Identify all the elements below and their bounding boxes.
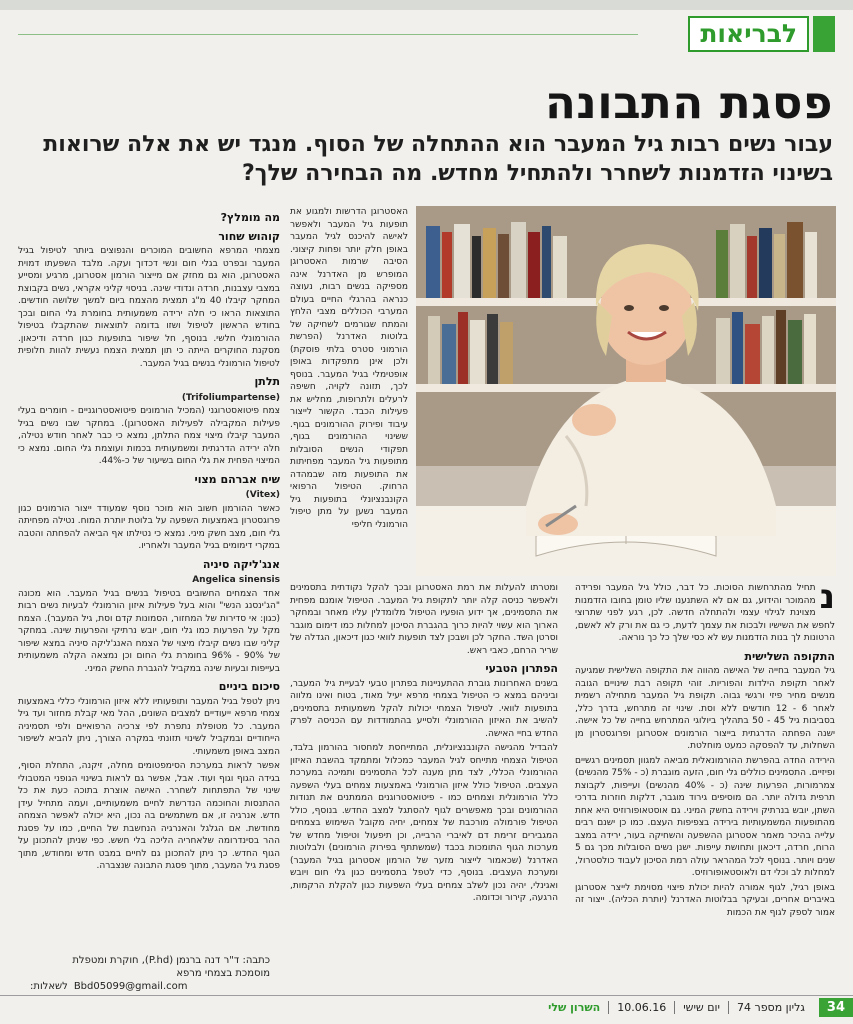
paragraph: גיל המעבר בחייה של האישה מהווה את התקופה השלישית שמגיעה לאחר תקופת הילדות והפוריות. זוהי תקופה רבת שינויים הגובה מנשים מחיר פיזי ורגשי גבוה. תקופת גיל המעבר מתחילה רשמית לאחר 6 - 12 חודשים ללא וסת. שינוי זה מתרחש, בדרך כלל, בסביבות גיל 45 - 50 בתהליך ביולוגי המתרחש בחייה של כל אישה. ישנה הפחתה הדרגתית בייצור הורמונים אסטרוגן ופרוגסטרון מן השחלות, עד להפסקה כמעט מוחלטת. <box>575 666 835 751</box>
paragraph: ומטרתו להעלות את רמת האסטרוגן ובכך להקל נקודתית בתסמינים ולאפשר כניסה קלה יותר לתקופת גיל המעבר. הטיפול אומנם מפחית את התסמינים, אך ידוע הופעיו הטיפול מלומדלין עליו מאחר ובמחקר הארוך הוא עשוי להיות כרוך בהגברת הסיכון למחלות כמו דימום מוגבר וסרטן השד. החקר לכן ושבכן לצד תופעות לוואי כגון דיכאון, הגדלה של שריר הרחם, כאבי ראש. <box>290 583 558 656</box>
headline: פסגת התבונה <box>544 76 833 129</box>
latin-name: (Trifoliumpartense) <box>181 392 280 403</box>
paragraph: באופן רגיל, לגוף אמורה להיות יכולת פיצוי מסוימת לייצר אסטרוגן באיברים אחרים, ובעיקר בבלוטות האדרנל (יותרת הכליה). ייצור זה אמור לספק לגוף את הכמות <box>575 882 835 918</box>
paragraph: אחד הצמחים החשובים בטיפול בנשים בגיל המעבר. הוא מכונה "הג'ינסנג הנשי" והוא בעל פעילות איזון הורמונלי לבעיות נשים רבות (כגון: אי סדירות של המחזור, הסמונות קדם וסת, גיל המעבר). הצמח מקל על הפרעות כמו גלי חום, יובש נרתיקי והפרעות שינה. במחקר קליני שבו נשים קיבלו מיצוי של הצמח האנג'ליקה סיניה במצא שיפור של 90% - 96% בחומרת גלי החום וכן נמצאה הקלה משמעותית בעייפות ובעיות שינה במקביל להגברת החשק המיני. <box>18 588 280 674</box>
issue-number: גליון מספר 74 <box>728 1001 813 1014</box>
paragraph: תחיל מהתרחשות הסוכות. כל דבר, כולל גיל המעבר ופרידה מהמוכר והידוע, גם אם לא השתנענו שליו טומן בחובו הזדמנות מצוינת לגילוי עצמי ולהתחלה חדשה. לכן, רגע לפני שתרוצי לחפש את השישיו ולבכות את עצמך לדעת, כי גם את ורק לא לאשם, הרטונות לך בנות הזדמנות עש לא כסי שלך כל כך נוראה. <box>575 583 835 643</box>
subheading: אנג'ליקה סיניה <box>202 557 280 571</box>
subheading: תלתן <box>254 375 280 388</box>
subheading: מה מומלץ? <box>220 212 280 224</box>
paragraph: הירידה החדה בהפרשת ההורמונאלית מביאה למגוון תסמינים רגשיים ופיזיים. התסמינים כוללים גלי חום, הזעה מוגברת (כ - 75% מהנשים) צמרמורות, הפרעות שינה (כ - 40% מהנשים) ועייפות, לקבוצת תרפית גדולה יותר. הם מוסיפים גירוד מוגבר, דלקות חוזרות בדרכי השתן, יובש בנרתיק וירידה בחשק המיני. גם אוסטאופורוזיס היא אחת מהתופעות המשמעותיות בירידה בצפיפות העצם. כמו כן ישנם רבים עלייה בהיכר מאמר אסטרוגן ההשפעה והשחיקה בעור, ירידה במצב הרוח, חרדה, דיכאון ותחושת עייפות. ישנן נשים הסובלות מכך גם 5 שנים ויותר. בנוסף לכל המהראר עולה רמת הסיכון לעבוד כולסטרול, למחלות לב וכלי דם ולאוסטאופורוזיס. <box>575 755 835 878</box>
section-rule <box>18 34 638 35</box>
top-border <box>0 0 853 10</box>
paragraph: מצמחי המרפא החשובים המוכרים והנפוצים ביותר לטיפול בגיל המעבר ובפרט בגלי חום ונשי דכדוך ועקה. מלבד השפעתו דמוית האסטרוגן, הוא גם מחזק אם מייצור הורמון אסטרוגן, מרגיע ומסייע במצבי עצבנות, חרדה ונדודי שינה. בניסוי קליני אקראי, נשים בקבוצת המחקר קיבלו 40 מ"ג תמצית מהצמח ביום למשך שלושה חודשים. התוצאות הראו כי חלה ירידה משמעותית בחומרת גלי החום ובכך בחודש הראשון לטיפול ושזו בדומה לתוצאות שהתקבלו בטיפול ההורמונלי חלשי. בנוסף, חל שיפור בתופעות כגון חרדה ודיכאון. מסקנת החוקרים הייתה כי תון תמצית הצמח נעשית להוות חלופית לטיפול הורמונלי בנשים בגיל המעבר. <box>18 246 280 369</box>
issue-date: 10.06.16 <box>608 1001 674 1014</box>
contact-label: לשאלות: <box>30 981 68 992</box>
paragraph: ניתן לטפל בגיל המעבר ותופעותיו ללא איזון הורמונלי כללי באמצעות צמחי מרפא ייעודיים למצבים השונים, ההל מאי קבלת מחזור ועד גיל המעבר. כל מטופלת נתפרת לפי צרכיה הרפואיים ולפי תסמיניה הייחודיים ובמקביל לשינוי תזונתי במקרה הצורך, ניתן להביא לשיפור המצב באופן משמעותי. <box>18 696 280 757</box>
drop-cap-mark: נ <box>819 582 835 617</box>
issue-day: יום שישי <box>674 1001 728 1014</box>
subheading: הפתרון הטבעי <box>485 662 558 675</box>
article-photo <box>416 206 836 576</box>
paragraph: צמח פיטואסטרוגני (המכיל הורמונים פיטואסטרוגניים - חומרים בעלי פעילות המקבילה לפעילות האסטרוגן). במחקר שבו נשים בגיל המעבר קיבלו מיצוי צמח התלתן, נמצא כי כבר לאחר חודש נטילה, חלה ירידה הדרגתית ומשמעותית בכמות ועוצמת גלי החום. נמצא כי המיצוי הפחית את גלי החום בשיעור של כ-44%. <box>18 406 280 466</box>
paragraph: אפשר לראות במערכת הסימפטומים מחלה, זיקנה, התחלת הסוף, בגידה הגוף וגוף ועוד. אבל, אפשר גם לראות בשינוי הגופני המטבולי שינוי של התפתחות לשחרר. האישה אוצרת בתוכה כעת את כל ההתנסות והחוכמה הנדרשת לחיים משמעותיים, ועמה מתחיל עידן חדש. אנרגיה זו, אם משתמשים בה נכון, היא יכולה לאפשר הצמחה מחודשת. אם הגלגל והאנרגיה הנחשבת של החיים, כמו על פסגת ההר בסינדרומה שלאחריה הליכה בלי חשש. כפי שניתן להתכונן על הגוף החדש. כך ניתן להתכונן גם לחיים במבט חדש ומחודש, מתוך פסגת גיל המעבר, מתוך פסגת התבונה שנצברה. <box>18 761 280 871</box>
paragraph: האסטרוגן הדרשות ולמגוע את תופעות גיל המעבר ולאפשר לאישה להיכנס לגיל המעבר באופן חלק יותר ופחות קיצוני. הסיבה שרמות האסטרוגן המופרש מן האדרנל אינה מספיקה בנשים רבות, נעוצה כנראה בהרגלי החיים בעולם המערבי הכוללים מצבי הלחץ והמתח שגורמים לשחיקה של בלוטות האדרנל (הפרשת הורמוני סטרס בלתי פוסקת) ולכן אינן מתפקדות באופן אופטימלי בגיל המעבר. בנוסף לכך, תזונה לקויה, חשיפה לרעלים ולתרופות, מחליש את פעילות הכבד. הקשור לייצור עיבוד ופירוק ההורמונים בגוף. ששינוי ההורמונים בגוף, תפקודי הנשים הסובלות מתופעות גיל המעבר מפחיתות את התופעות מזה שבמהדה הרחוק. הטיפול הרפואי הקונבנציונלי בתופעות גיל המעבר נשען על מתן טיפול הורמונלי חליפי <box>290 207 408 530</box>
subheading: קוהוש שחור <box>218 229 280 243</box>
subheading: שיח אברהם מצוי <box>194 472 280 486</box>
column-center <box>290 582 558 982</box>
publication-logo: השרון שלי <box>548 1000 601 1014</box>
section-marker <box>813 16 835 52</box>
author-email[interactable]: Bbd05099@gmail.com <box>73 981 188 992</box>
section-tag <box>688 16 835 52</box>
paragraph: כאשר ההורמון חשוב הוא מוכר נוסף שמעודד ייצור הורמונים כגון פרוגסטרון באמצעות השפעה על בלוטת יותרת המוח. נטילה מפחיתה גלי חום, מצב חשק מיני. נמצא כי נטילתו אף הביאה להפחתה והטבה במקרי דימומים בגיל המעבר ולאחריו. <box>18 503 280 551</box>
subheadline: עבור נשים רבות גיל המעבר הוא ההתחלה של הסוף. מנגד יש את אלה שרואות בשינוי הזדמנות לשחרר ולהתחיל מחדש. מה הבחירה שלך? <box>43 132 833 186</box>
column-right <box>575 582 835 982</box>
author-name: כתבה: ד"ר דנה ברנמן (P.hd), חוקרת ומטפלת <box>72 955 270 966</box>
latin-name: Angelica sinensis <box>192 575 280 585</box>
paragraph: להבדיל מהגישה הקונבנציונלית, המתייחסת למחסור בהורמון בלבד, הטיפול הצמחי מתייחס לגיל המעבר כמכלול ומתמקד בהשבת האיזון ההורמונלי הכללי, לצד מתן מענה לכל התסמינים ותמיכה במערכת העצבים. הטיפול כולל איזון הורמונלי באמצעות צמחים בעלי השפעה כלל הורמונלית וצמחים כמו - פיטואסטרוגנים הממתנים את תנודות ההורמונים ובכך מאפשרים לגוף להסתגל למצב החדש. בנוסף, כולל הטיפול פורמולה מורכבת של צמחים, יחיה מקובל השימוש בצמחים המגבירים זרימת דם לאיברי הרבייה, וכן תיפעול וטיפול מחדש של מערכות הגוף התומכות בכבד (שמשתתף בפירוק הורמונים) ולבלוטות האדרנל (שכאמור לייצור מזער של הורמון אסטרוגן בגיל המעבר) ומערכת העצבים. בנוסף, כדי לטפל בתסמינים כגון גלי חום ויובש ואגינלי, יהיה נכון לשלב צמחים בעלי השפעות כגון להקלת הרקמות, הרגעה, קירור וכדומה. <box>290 743 558 903</box>
latin-name: (Vitex) <box>245 490 280 500</box>
section-label: לבריאות <box>688 16 809 52</box>
column-center-top <box>290 206 408 576</box>
column-left <box>18 212 280 950</box>
page-footer <box>0 995 853 1018</box>
page-number: 34 <box>819 998 853 1017</box>
subheading: סיכום ביניים <box>218 680 280 693</box>
paragraph: בשנים האחרונות גוברת ההתעניינות בפתרון טבעי לבעיית גיל המעבר, וביניהם במצא כי הטיפול בצמחי מרפא יעיל מאוד, בטוח ואינו מלווה בתופעות לוואי. לטיפול הצמחי יכולות להקל משמעותית בתסמינים, להשיב את האיזון ההורמונלי ולסייע בהתמודדות עם הכניסה לפרק החדש בחיי האישה. <box>290 678 558 739</box>
author-signature <box>30 954 270 993</box>
subheading: התקופה השלישית <box>744 649 835 663</box>
author-role: מוסמכת בצמחי מרפא <box>176 968 270 979</box>
woman-reading-photo <box>416 206 836 576</box>
